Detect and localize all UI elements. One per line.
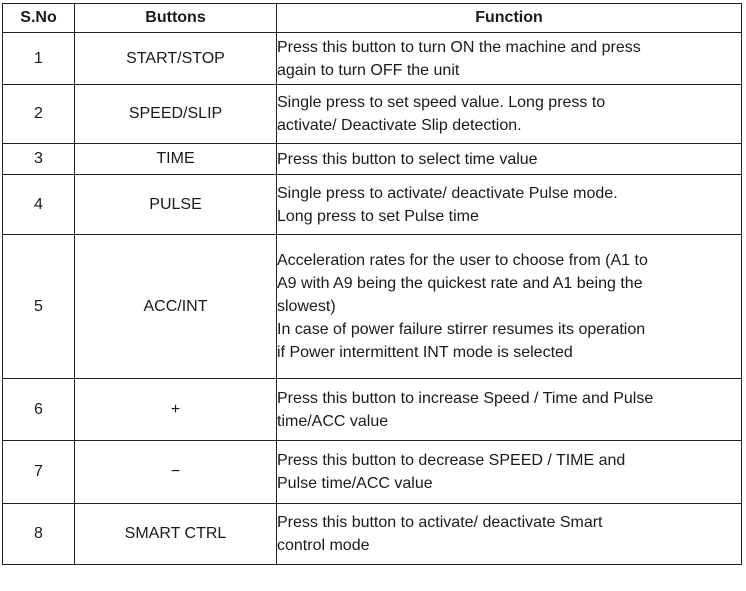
function-line: Press this button to activate/ deactivate Smart	[277, 514, 603, 531]
function-line: Long press to set Pulse time	[277, 207, 479, 225]
function-line: Single press to activate/ deactivate Pulse mode.	[277, 184, 618, 202]
row-function	[277, 504, 742, 565]
row-function	[277, 85, 742, 144]
row-sno: 1	[3, 33, 75, 85]
table-row	[3, 175, 742, 235]
function-line: Press this button to decrease SPEED / TIME and	[277, 452, 626, 469]
minus-icon: −	[75, 441, 277, 504]
row-function	[277, 175, 742, 235]
row-sno: 4	[3, 175, 75, 235]
function-line: Single press to set speed value. Long press to	[277, 94, 606, 111]
header-sno: S.No	[3, 4, 75, 33]
row-function	[277, 235, 742, 379]
row-function	[277, 33, 742, 85]
function-line: Press this button to select time value	[277, 150, 538, 168]
row-button-name: ACC/INT	[75, 235, 277, 379]
button-function-table	[2, 3, 742, 565]
table-row	[3, 504, 742, 565]
row-function	[277, 144, 742, 175]
table-row	[3, 235, 742, 379]
row-button-name: SPEED/SLIP	[75, 85, 277, 144]
function-line: control mode	[277, 537, 370, 554]
row-button-name: START/STOP	[75, 33, 277, 85]
function-line: slowest)	[277, 298, 336, 315]
header-row	[3, 4, 742, 33]
row-button-name: PULSE	[75, 175, 277, 235]
table-row	[3, 33, 742, 85]
row-button-name: TIME	[75, 144, 277, 175]
function-line: activate/ Deactivate Slip detection.	[277, 117, 522, 134]
function-line: Acceleration rates for the user to choose from (A1 to	[277, 252, 648, 269]
table-row	[3, 379, 742, 441]
table-row	[3, 144, 742, 175]
row-sno: 3	[3, 144, 75, 175]
row-sno: 5	[3, 235, 75, 379]
header-buttons: Buttons	[75, 4, 277, 33]
function-line: Press this button to increase Speed / Time and Pulse	[277, 389, 654, 407]
function-line: In case of power failure stirrer resumes its operation	[277, 321, 646, 338]
row-sno: 2	[3, 85, 75, 144]
function-line: if Power intermittent INT mode is selected	[277, 344, 573, 361]
row-function	[277, 441, 742, 504]
header-function: Function	[277, 4, 742, 33]
row-sno: 8	[3, 504, 75, 565]
row-function	[277, 379, 742, 441]
function-line: A9 with A9 being the quickest rate and A1 being the	[277, 275, 643, 292]
plus-icon: +	[75, 379, 277, 441]
row-sno: 7	[3, 441, 75, 504]
function-line: time/ACC value	[277, 412, 389, 430]
row-button-name: SMART CTRL	[75, 504, 277, 565]
table-row	[3, 85, 742, 144]
table-row	[3, 441, 742, 504]
row-sno: 6	[3, 379, 75, 441]
function-line: Pulse time/ACC value	[277, 475, 433, 492]
function-line: Press this button to turn ON the machine and press	[277, 38, 641, 56]
function-line: again to turn OFF the unit	[277, 61, 460, 79]
